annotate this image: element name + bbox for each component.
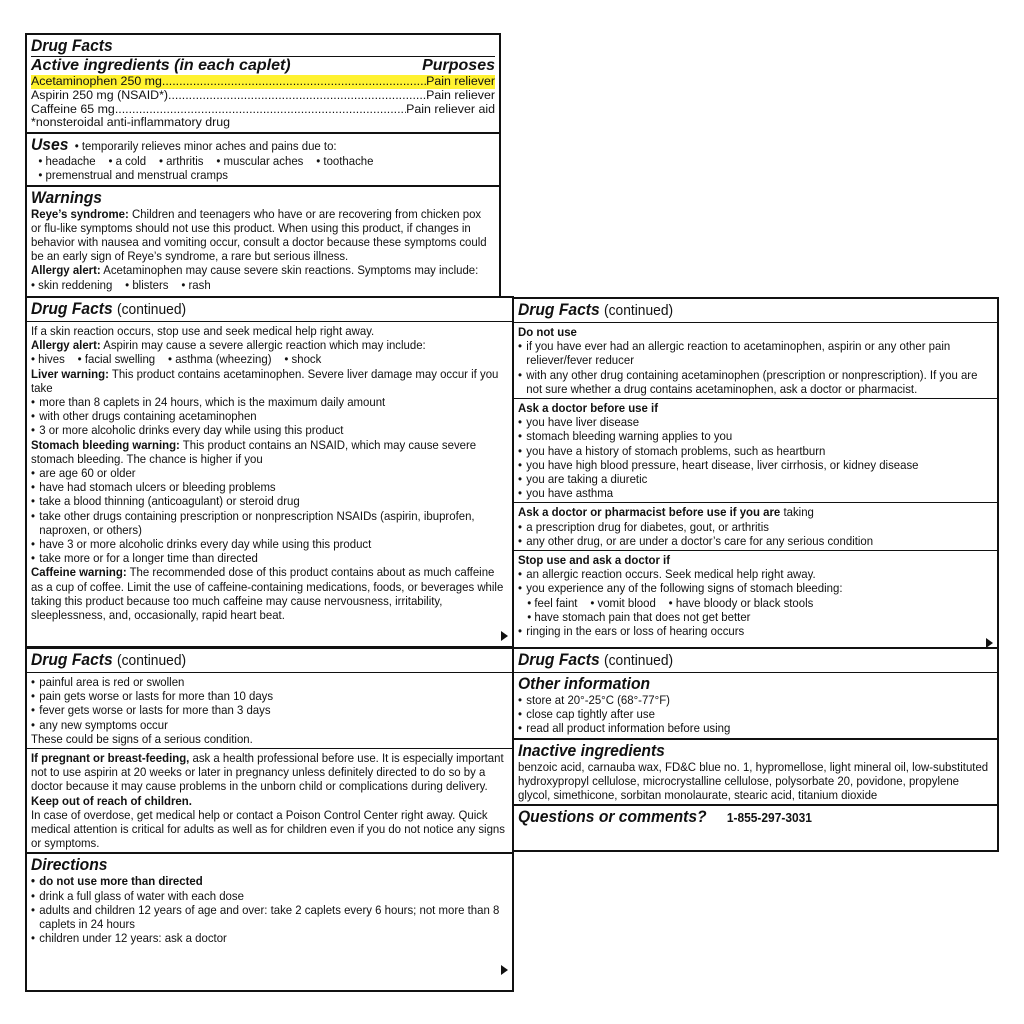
stop-use-item: • painful area is red or swollen [31, 675, 507, 689]
do-not-use-heading: Do not use [518, 325, 577, 339]
do-not-use-item: • with any other drug containing acetaminophen (prescription or nonprescription). If you are not sure whether a drug contains acetaminophen, ask a doctor or pharmacist. [518, 368, 992, 396]
allergy-item: • rash [181, 278, 210, 292]
pregnancy-text: ask a health professional before use. It is especially important not to use aspirin at 20 weeks or later in pregnancy unless definitely directed to do so by a doctor because it may cause problems in the unborn child or complications during delivery. [31, 751, 504, 794]
ask-doctor-item: • stomach bleeding warning applies to you [518, 429, 992, 443]
other-information-item: • read all product information before using [518, 721, 992, 735]
ask-doctor-item: • you are taking a diuretic [518, 472, 992, 486]
caffeine-warning-label: Caffeine warning: [31, 565, 127, 580]
use-item: • toothache [316, 154, 373, 168]
directions-item: • drink a full glass of water with each dose [31, 889, 507, 903]
other-information-item: • close cap tightly after use [518, 707, 992, 721]
aspirin-allergy-item: • shock [284, 352, 321, 366]
other-information-item: • store at 20°-25°C (68°-77°F) [518, 693, 992, 707]
bleeding-sign: • feel faint [527, 596, 577, 610]
ask-doctor-item: • you have liver disease [518, 415, 992, 429]
ingredient-row: Caffeine 65 mg ..... Pain reliever aid [31, 103, 495, 117]
drug-facts-panel-1 [25, 33, 501, 298]
ask-doctor-item: • you have asthma [518, 486, 992, 500]
uses-section: Uses • temporarily relieves minor aches and pains due to: • headache• a cold• arthritis• muscular aches• toothache • premenstrual and menstrual cramps [27, 132, 499, 184]
bleeding-sign: • have bloody or black stools [669, 596, 814, 610]
ask-doctor-item: • you have high blood pressure, heart disease, liver cirrhosis, or kidney disease [518, 458, 992, 472]
questions-label: Questions or comments? [518, 807, 707, 827]
aspirin-allergy-label: Allergy alert: [31, 338, 101, 353]
drug-facts-continued-title: Drug Facts (continued) [518, 650, 674, 669]
continue-arrow-icon [501, 965, 508, 975]
purposes-heading: Purposes [422, 57, 495, 74]
stop-use-item: • you experience any of the following signs of stomach bleeding: [518, 581, 992, 595]
stomach-warning-label: Stomach bleeding warning: [31, 437, 180, 452]
drug-facts-title: Drug Facts [31, 36, 113, 55]
ask-pharmacist-suffix: taking [783, 505, 814, 520]
drug-facts-panel-2 [25, 296, 514, 648]
ask-doctor-item: • you have a history of stomach problems, such as heartburn [518, 444, 992, 458]
stomach-item: • take other drugs containing prescription or nonprescription NSAIDs (aspirin, ibuprofen, naproxen, or others) [31, 509, 507, 537]
aspirin-allergy-text: Aspirin may cause a severe allergic reaction which may include: [103, 338, 426, 353]
stomach-item: • take a blood thinning (anticoagulant) or steroid drug [31, 494, 507, 508]
serious-condition-text: These could be signs of a serious condition. [31, 731, 253, 746]
liver-warning-text: This product contains acetaminophen. Severe liver damage may occur if you take [31, 366, 499, 395]
keep-out-of-reach: Keep out of reach of children. [31, 793, 192, 808]
inactive-ingredients-text: benzoic acid, carnauba wax, FD&C blue no. 1, hypromellose, light mineral oil, low-substituted hydroxypropyl cellulose, microcrystalline cellulose, polysorbate 20, povidone, propylene glycol, simethicone, sorbitan monolaurate, stearic acid, titanium dioxide [518, 759, 989, 803]
ask-doctor-heading: Ask a doctor before use if [518, 401, 658, 416]
directions-heading: Directions [31, 855, 108, 875]
ask-pharmacist-item: • a prescription drug for diabetes, gout, or arthritis [518, 520, 992, 534]
do-not-use-item: • if you have ever had an allergic reaction to acetaminophen, aspirin or any other pain reliever/fever reducer [518, 339, 992, 367]
liver-item: • 3 or more alcoholic drinks every day while using this product [31, 423, 507, 437]
stomach-item: • have had stomach ulcers or bleeding problems [31, 480, 507, 494]
other-information-heading: Other information [518, 674, 651, 693]
stomach-item: • are age 60 or older [31, 466, 507, 480]
inactive-ingredients-heading: Inactive ingredients [518, 740, 665, 760]
aspirin-allergy-item: • asthma (wheezing) [168, 352, 271, 366]
active-ingredients-heading: Active ingredients (in each caplet) [31, 57, 291, 74]
active-ingredients-header [31, 56, 495, 75]
uses-intro: temporarily relieves minor aches and pains due to: [81, 139, 337, 154]
ask-pharmacist-item: • any other drug, or are under a doctor’s care for any serious condition [518, 534, 992, 548]
stop-use-item: • any new symptoms occur [31, 718, 507, 732]
stomach-item: • have 3 or more alcoholic drinks every day while using this product [31, 537, 507, 551]
aspirin-allergy-item: • facial swelling [78, 352, 155, 366]
drug-facts-continued-title: Drug Facts (continued) [518, 300, 674, 319]
drug-facts-panel-3 [512, 297, 999, 649]
ingredient-footnote: *nonsteroidal anti-inflammatory drug [31, 115, 231, 130]
use-item: • arthritis [159, 154, 204, 168]
bleeding-sign: • have stomach pain that does not get better [527, 610, 750, 624]
drug-facts-continued-title: Drug Facts (continued) [31, 650, 187, 669]
allergy-text: Acetaminophen may cause severe skin reactions. Symptoms may include: [103, 263, 479, 278]
stop-use-heading: Stop use and ask a doctor if [518, 553, 671, 568]
stop-use-item: • an allergic reaction occurs. Seek medical help right away. [518, 567, 992, 581]
allergy-item: • skin reddening [31, 278, 112, 292]
ingredient-row: Aspirin 250 mg (NSAID*) ..... Pain reliever [31, 89, 495, 103]
use-item: • headache [38, 154, 95, 168]
directions-item: • children under 12 years: ask a doctor [31, 931, 507, 945]
drug-facts-panel-5 [512, 647, 999, 852]
bleeding-sign: • vomit blood [590, 596, 655, 610]
warnings-section [27, 185, 499, 298]
ask-pharmacist-heading: Ask a doctor or pharmacist before use if you are [518, 505, 781, 520]
drug-facts-continued-title: Drug Facts (continued) [31, 299, 187, 318]
stomach-warning-text: This product contains an NSAID, which may cause severe stomach bleeding. The chance is higher if you [31, 437, 477, 466]
stomach-item: • take more or for a longer time than directed [31, 551, 507, 565]
use-item: • premenstrual and menstrual cramps [38, 168, 228, 182]
aspirin-allergy-item: • hives [31, 352, 65, 366]
pregnancy-label: If pregnant or breast-feeding, [31, 751, 190, 766]
allergy-item: • blisters [125, 278, 168, 292]
use-item: • a cold [108, 154, 146, 168]
stop-use-item: • fever gets worse or lasts for more than 3 days [31, 703, 507, 717]
reye-text: Children and teenagers who have or are recovering from chicken pox or flu-like symptoms should not use this product. When using this product, if changes in behavior with nausea and vomiting occur, consult a doctor because these symptoms could be an early sign of Reye’s syndrome, a rare but serious illness. [31, 206, 487, 264]
liver-item: • with other drugs containing acetaminophen [31, 409, 507, 423]
reye-label: Reye’s syndrome: [31, 206, 129, 221]
use-item: • muscular aches [216, 154, 303, 168]
directions-item: • adults and children 12 years of age and over: take 2 caplets every 6 hours; not more than 8 caplets in 24 hours [31, 903, 507, 931]
uses-heading: Uses [31, 135, 69, 155]
directions-item: • do not use more than directed [31, 874, 507, 888]
drug-facts-panel-4 [25, 647, 514, 992]
stop-use-item: • ringing in the ears or loss of hearing occurs [518, 624, 992, 638]
phone-number: 1-855-297-3031 [726, 810, 812, 826]
skin-reaction-text: If a skin reaction occurs, stop use and seek medical help right away. [31, 324, 375, 338]
overdose-text: In case of overdose, get medical help or contact a Poison Control Center right away. Quick medical attention is critical for adults as well as for children even if you do not notice any signs or symptoms. [31, 807, 505, 851]
caffeine-warning-text: The recommended dose of this product contains about as much caffeine as a cup of coffee. Limit the use of caffeine-containing medications, foods, or beverages while taking this product because too much caffeine may cause nervousness, irritability, sleeplessness, and, occasionally, rapid heart beat. [31, 565, 504, 623]
warnings-heading: Warnings [31, 187, 102, 207]
liver-warning-label: Liver warning: [31, 366, 109, 381]
liver-item: • more than 8 caplets in 24 hours, which is the maximum daily amount [31, 395, 507, 409]
allergy-label: Allergy alert: [31, 263, 101, 278]
stop-use-item: • pain gets worse or lasts for more than 10 days [31, 689, 507, 703]
ingredient-row: Acetaminophen 250 mg ..... Pain reliever [31, 75, 495, 89]
continue-arrow-icon [501, 631, 508, 641]
